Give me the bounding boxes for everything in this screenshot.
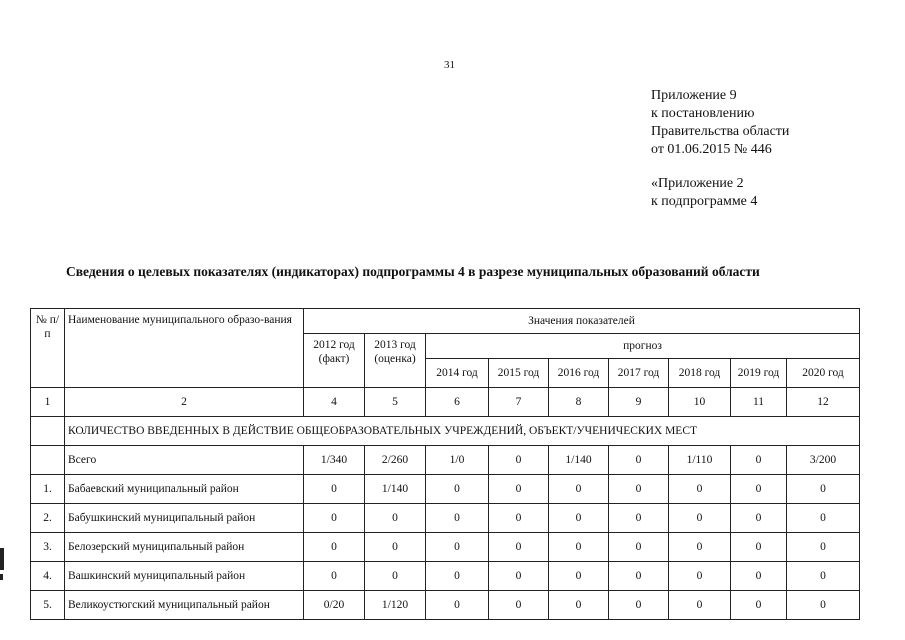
row-value: 0	[365, 533, 426, 562]
row-value: 3/200	[787, 446, 860, 475]
appendix-block	[651, 87, 789, 211]
appendix-line: Приложение 9	[651, 88, 737, 103]
row-value: 0	[609, 446, 669, 475]
row-value: 0	[609, 591, 669, 620]
row-value: 0	[787, 475, 860, 504]
indicators-table	[30, 308, 860, 620]
row-value: 1/140	[365, 475, 426, 504]
header-year: 2017 год	[609, 359, 669, 388]
header-year: 2019 год	[731, 359, 787, 388]
row-value: 0	[787, 562, 860, 591]
row-value: 0	[549, 562, 609, 591]
row-number: 2.	[31, 504, 65, 533]
header-year: 2018 год	[669, 359, 731, 388]
row-value: 0	[304, 475, 365, 504]
row-number: 4.	[31, 562, 65, 591]
column-number: 12	[787, 388, 860, 417]
column-number: 9	[609, 388, 669, 417]
row-value: 0	[489, 533, 549, 562]
row-value: 0	[609, 475, 669, 504]
page-number: 31	[444, 59, 455, 71]
row-value: 0	[365, 562, 426, 591]
row-value: 0	[787, 591, 860, 620]
scan-artifact	[0, 548, 4, 570]
row-value: 0	[489, 591, 549, 620]
row-name: Всего	[65, 446, 304, 475]
row-value: 0	[549, 504, 609, 533]
row-value: 0	[549, 533, 609, 562]
header-year: 2015 год	[489, 359, 549, 388]
header-num: № п/п	[31, 309, 65, 388]
row-value: 0	[787, 504, 860, 533]
row-name: Бабушкинский муниципальный район	[65, 504, 304, 533]
column-number: 7	[489, 388, 549, 417]
document-title: Сведения о целевых показателях (индикаторах) подпрограммы 4 в разрезе муниципальных образований области	[66, 264, 760, 279]
row-number: 5.	[31, 591, 65, 620]
row-value: 0	[489, 446, 549, 475]
row-value: 0	[731, 591, 787, 620]
row-value: 0	[426, 533, 489, 562]
row-value: 0	[669, 533, 731, 562]
row-value: 0	[426, 591, 489, 620]
table-row	[31, 504, 860, 533]
row-value: 0	[669, 591, 731, 620]
row-name: Бабаевский муниципальный район	[65, 475, 304, 504]
row-value: 0	[489, 475, 549, 504]
row-value: 0	[489, 562, 549, 591]
row-value: 0	[669, 504, 731, 533]
row-name: Вашкинский муниципальный район	[65, 562, 304, 591]
table-row	[31, 562, 860, 591]
column-number: 1	[31, 388, 65, 417]
header-year: 2020 год	[787, 359, 860, 388]
header-name: Наименование муниципального образо-вания	[65, 309, 304, 388]
column-number: 11	[731, 388, 787, 417]
scan-artifact	[0, 574, 3, 580]
section-num-cell	[31, 417, 65, 446]
column-number: 4	[304, 388, 365, 417]
row-value: 0	[304, 504, 365, 533]
column-number: 6	[426, 388, 489, 417]
column-number: 2	[65, 388, 304, 417]
header-2012: 2012 год (факт)	[304, 334, 365, 388]
column-number: 8	[549, 388, 609, 417]
row-value: 1/340	[304, 446, 365, 475]
row-value: 1/120	[365, 591, 426, 620]
row-number: 1.	[31, 475, 65, 504]
spacer	[651, 159, 789, 175]
row-value: 0	[365, 504, 426, 533]
row-value: 0/20	[304, 591, 365, 620]
row-value: 0	[549, 591, 609, 620]
row-value: 0	[549, 475, 609, 504]
row-value: 1/140	[549, 446, 609, 475]
row-value: 1/110	[669, 446, 731, 475]
appendix-line: к подпрограмме 4	[651, 194, 758, 209]
table-row	[31, 591, 860, 620]
section-heading: КОЛИЧЕСТВО ВВЕДЕННЫХ В ДЕЙСТВИЕ ОБЩЕОБРАЗОВАТЕЛЬНЫХ УЧРЕЖДЕНИЙ, ОБЪЕКТ/УЧЕНИЧЕСКИХ МЕСТ	[65, 417, 860, 446]
row-number	[31, 446, 65, 475]
row-value: 2/260	[365, 446, 426, 475]
row-value: 1/0	[426, 446, 489, 475]
row-value: 0	[304, 533, 365, 562]
appendix-line: «Приложение 2	[651, 176, 744, 191]
row-number: 3.	[31, 533, 65, 562]
row-value: 0	[669, 475, 731, 504]
header-forecast: прогноз	[426, 334, 860, 359]
column-number: 5	[365, 388, 426, 417]
appendix-line: к постановлению	[651, 106, 755, 121]
row-name: Великоустюгский муниципальный район	[65, 591, 304, 620]
column-number: 10	[669, 388, 731, 417]
appendix-line: Правительства области	[651, 124, 790, 139]
header-year: 2014 год	[426, 359, 489, 388]
row-value: 0	[731, 446, 787, 475]
row-value: 0	[731, 562, 787, 591]
row-value: 0	[426, 504, 489, 533]
row-value: 0	[731, 475, 787, 504]
header-values: Значения показателей	[304, 309, 860, 334]
table-row	[31, 475, 860, 504]
row-value: 0	[731, 504, 787, 533]
header-2013: 2013 год (оценка)	[365, 334, 426, 388]
appendix-line: от 01.06.2015 № 446	[651, 142, 772, 157]
row-value: 0	[609, 533, 669, 562]
row-name: Белозерский муниципальный район	[65, 533, 304, 562]
row-value: 0	[304, 562, 365, 591]
header-year: 2016 год	[549, 359, 609, 388]
row-value: 0	[609, 504, 669, 533]
row-value: 0	[426, 562, 489, 591]
row-value: 0	[787, 533, 860, 562]
table-row	[31, 446, 860, 475]
table-row	[31, 533, 860, 562]
row-value: 0	[669, 562, 731, 591]
row-value: 0	[731, 533, 787, 562]
row-value: 0	[489, 504, 549, 533]
row-value: 0	[609, 562, 669, 591]
row-value: 0	[426, 475, 489, 504]
